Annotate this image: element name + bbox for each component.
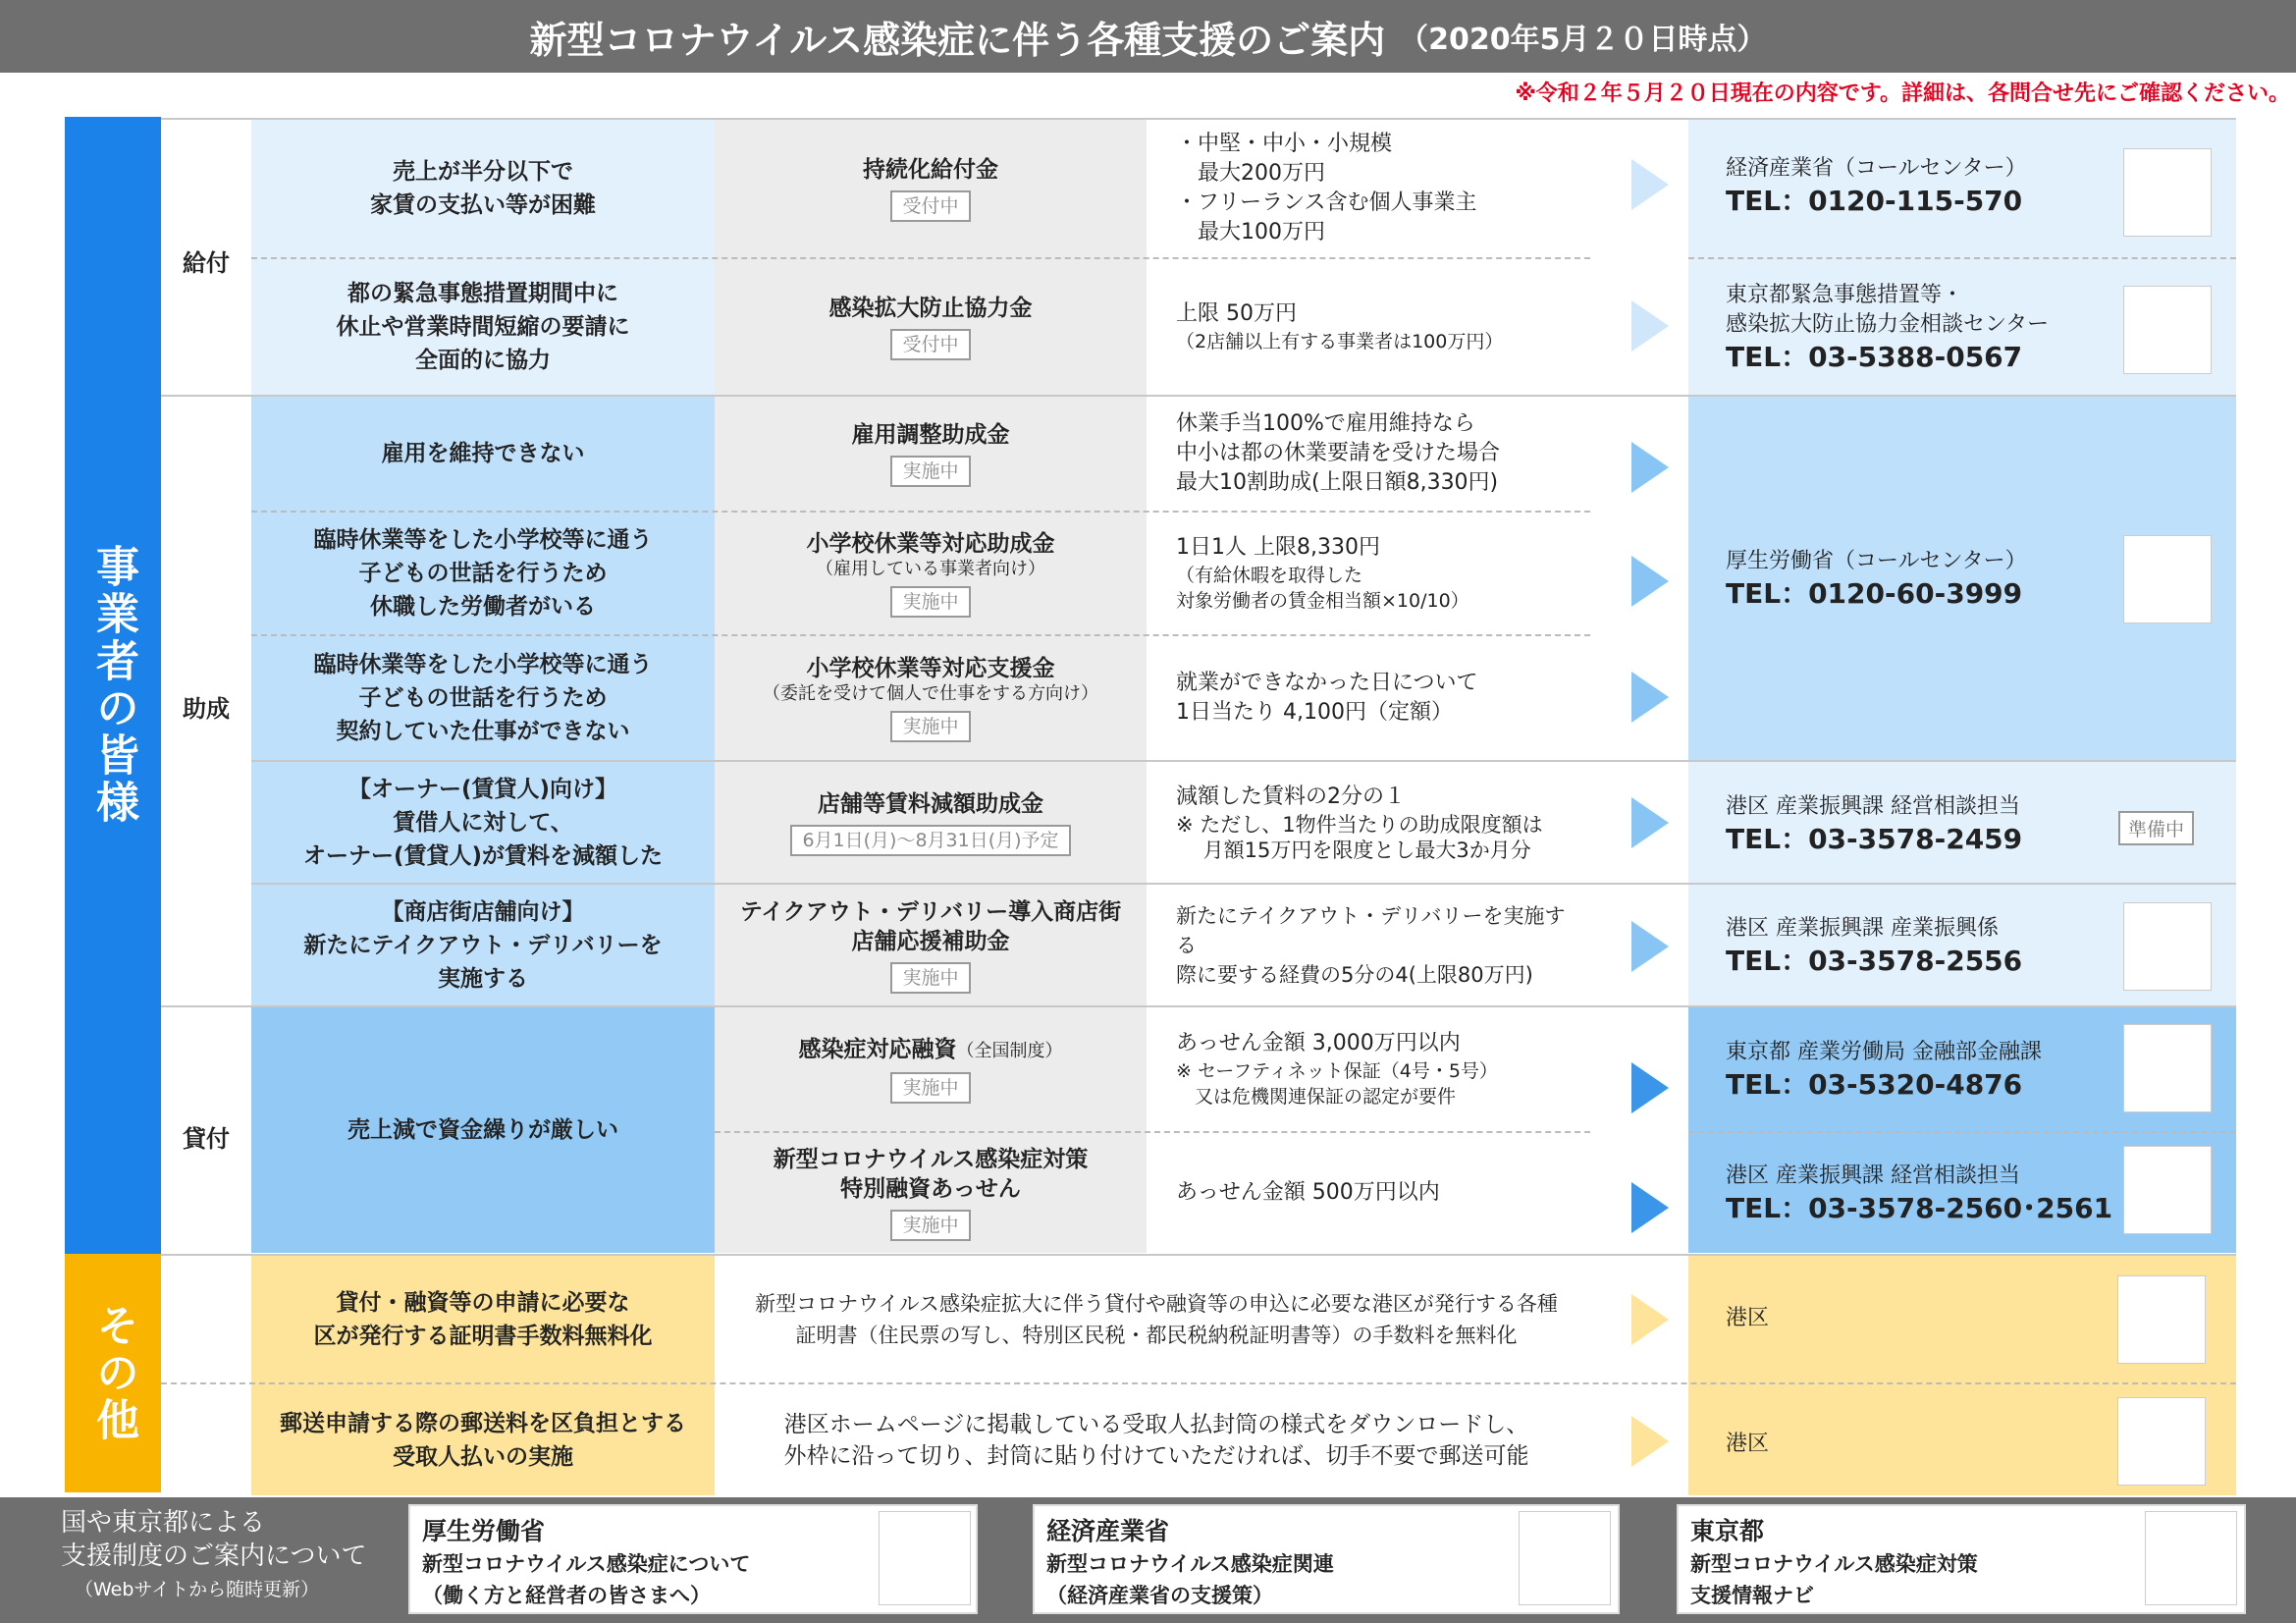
situation-cell: 売上減で資金繰りが厳しい	[347, 1117, 618, 1143]
arrow-right-icon	[1631, 556, 1669, 607]
phone-number: TEL：03-3578-2459	[1726, 823, 2023, 855]
program-cell	[715, 120, 1147, 257]
preparing-badge: 準備中	[2118, 811, 2194, 845]
detail-cell: 就業ができなかった日について 1日当たり 4,100円（定額）	[1176, 671, 1478, 725]
qr-code-icon[interactable]	[2124, 536, 2211, 622]
qr-code-icon[interactable]	[2124, 1025, 2211, 1111]
other-side-label: その他	[65, 1254, 161, 1492]
status-badge: 実施中	[890, 711, 970, 742]
program-name: テイクアウト・デリバリー導入商店街	[739, 898, 1122, 925]
detail-cell: あっせん金額 500万円以内	[1176, 1180, 1440, 1205]
phone-number: TEL：03-3578-2556	[1726, 945, 2023, 977]
detail-cell: 港区ホームページに掲載している受取人払封筒の様式をダウンロードし、 外枠に沿って切り、封筒に貼り付けていただければ、切手不要で郵送可能	[783, 1411, 1529, 1469]
arrow-right-icon	[1631, 1062, 1669, 1113]
phone-number: TEL：03-5388-0567	[1726, 341, 2023, 373]
contact-cell: 港区 産業振興課 経営相談担当 TEL：03-3578-2459	[1720, 785, 2112, 864]
contact-cell: 経済産業省（コールセンター） TEL：0120-115-570	[1720, 147, 2112, 226]
page-title: 新型コロナウイルス感染症に伴う各種支援のご案内	[529, 18, 1386, 62]
program-name-line2: 店舗応援補助金	[851, 928, 1010, 954]
header-bar	[0, 0, 2296, 73]
status-badge: 6月1日(月)～8月31日(月)予定	[790, 825, 1070, 856]
program-subtitle: （委託を受けて個人で仕事をする方向け）	[763, 683, 1098, 704]
situation-cell: 臨時休業等をした小学校等に通う 子どもの世話を行うため 契約していた仕事ができない	[313, 652, 653, 744]
program-subtitle: （全国制度）	[956, 1041, 1063, 1061]
category-subsidy: 助成	[183, 695, 230, 723]
footer-link-box[interactable]: 東京都 新型コロナウイルス感染症対策 支援情報ナビ	[1677, 1504, 2246, 1614]
program-subtitle: （雇用している事業者向け）	[816, 559, 1045, 579]
program-cell	[715, 259, 1147, 395]
qr-code-icon[interactable]	[2124, 287, 2211, 373]
situation-cell: 都の緊急事態措置期間中に 休止や営業時間短縮の要請に 全面的に協力	[336, 281, 630, 373]
program-cell	[715, 885, 1147, 1005]
contact-cell: 港区	[1726, 1432, 1770, 1456]
program-cell	[715, 1133, 1147, 1253]
category-column	[161, 117, 251, 1254]
detail-cell: 減額した賃料の2分の１ ※ ただし、1物件当たりの助成限度額は 月額15万円を限度とし最大3か月分	[1176, 784, 1543, 862]
notice-text: ※令和２年５月２０日現在の内容です。詳細は、各問合せ先にご確認ください。	[1515, 81, 2290, 106]
program-name: 感染症対応融資	[798, 1037, 957, 1062]
qr-code-icon[interactable]	[2118, 1398, 2205, 1485]
situation-cell: 臨時休業等をした小学校等に通う 子どもの世話を行うため 休職した労働者がいる	[313, 527, 653, 620]
contact-cell: 港区 産業振興課 産業振興係 TEL：03-3578-2556	[1720, 907, 2112, 986]
footer-link-box[interactable]: 厚生労働省 新型コロナウイルス感染症について （働く方と経営者の皆さまへ）	[408, 1504, 978, 1614]
arrow-right-icon	[1631, 921, 1669, 972]
detail-cell: 休業手当100%で雇用維持なら 中小は都の休業要請を受けた場合 最大10割助成(上限日額8,330円)	[1176, 411, 1501, 495]
arrow-right-icon	[1631, 1294, 1669, 1345]
qr-code-icon[interactable]	[2124, 1147, 2211, 1233]
qr-code-icon[interactable]	[2146, 1512, 2236, 1604]
status-badge: 実施中	[890, 962, 970, 994]
situation-cell: 郵送申請する際の郵送料を区負担とする 受取人払いの実施	[280, 1410, 686, 1470]
status-badge: 実施中	[890, 1072, 970, 1104]
phone-number: TEL：03-3578-2560･2561	[1726, 1192, 2113, 1224]
category-grant: 給付	[183, 249, 230, 277]
program-name: 感染拡大防止協力金	[828, 296, 1033, 321]
situation-cell: 雇用を維持できない	[381, 441, 585, 466]
program-cell	[715, 397, 1147, 511]
contact-cell: 厚生労働省（コールセンター） TEL：0120-60-3999	[1720, 540, 2112, 619]
business-side-label: 事業者の皆様	[65, 117, 161, 1254]
situation-cell: 【商店街店舗向け】 新たにテイクアウト・デリバリーを 実施する	[303, 898, 663, 992]
detail-cell: 新たにテイクアウト・デリバリーを実施する 際に要する経費の5分の4(上限80万円)	[1176, 903, 1566, 987]
program-cell	[715, 513, 1147, 634]
phone-number: TEL：03-5320-4876	[1726, 1068, 2023, 1101]
program-name: 店舗等賃料減額助成金	[818, 790, 1043, 817]
program-name: 雇用調整助成金	[851, 422, 1010, 448]
qr-code-icon[interactable]	[880, 1512, 970, 1604]
qr-code-icon[interactable]	[2124, 149, 2211, 236]
arrow-right-icon	[1631, 442, 1669, 493]
arrow-right-icon	[1631, 300, 1669, 352]
contact-cell: 港区 産業振興課 経営相談担当 TEL：03-3578-2560･2561	[1720, 1155, 2122, 1233]
program-cell	[715, 762, 1147, 883]
arrow-right-icon	[1631, 1182, 1669, 1233]
detail-cell: 新型コロナウイルス感染症拡大に伴う貸付や融資等の申込に必要な港区が発行する各種 証明書（住民票の写し、特別区民税・都民税納税証明書等）の手数料を無料化	[755, 1291, 1558, 1347]
category-loan: 貸付	[183, 1125, 230, 1153]
status-badge: 受付中	[890, 329, 970, 360]
qr-code-icon[interactable]	[1520, 1512, 1610, 1604]
program-name: 小学校休業等対応支援金	[806, 656, 1055, 681]
arrow-right-icon	[1631, 797, 1669, 848]
program-name: 新型コロナウイルス感染症対策	[773, 1147, 1089, 1172]
detail-cell: あっせん金額 3,000万円以内 ※ セーフティネット保証（4号・5号） 又は危機関連保証の認定が要件	[1176, 1031, 1498, 1108]
status-badge: 受付中	[890, 190, 970, 222]
situation-cell: 売上が半分以下で 家賃の支払い等が困難	[370, 159, 596, 218]
contact-cell: 港区	[1726, 1306, 1770, 1330]
contact-cell: 東京都緊急事態措置等・ 感染拡大防止協力金相談センター TEL：03-5388-0567	[1720, 277, 2112, 379]
status-badge: 実施中	[890, 1210, 970, 1241]
phone-number: TEL：0120-115-570	[1726, 185, 2023, 217]
detail-cell: 上限 50万円 （2店舗以上有する事業者は100万円）	[1176, 301, 1504, 352]
arrow-right-icon	[1631, 159, 1669, 210]
qr-code-icon[interactable]	[2118, 1276, 2205, 1363]
contact-cell: 東京都 産業労働局 金融部金融課 TEL：03-5320-4876	[1720, 1031, 2112, 1109]
phone-number: TEL：0120-60-3999	[1726, 577, 2023, 610]
arrow-right-icon	[1631, 1416, 1669, 1467]
page-title-date: （2020年5月２０日時点）	[1399, 23, 1767, 57]
detail-cell: 1日1人 上限8,330円 （有給休暇を取得した 対象労働者の賃金相当額×10/10）	[1176, 535, 1469, 612]
program-name-line2: 特別融資あっせん	[840, 1176, 1021, 1202]
program-name: 持続化給付金	[863, 157, 998, 183]
footer-lead: 国や東京都による 支援制度のご案内について （Webサイトから随時更新）	[61, 1508, 367, 1600]
situation-cell: 【オーナー(賃貸人)向け】 賃借人に対して、 オーナー(賃貸人)が賃料を減額した	[302, 776, 664, 869]
detail-cell: ・中堅・中小・小規模 最大200万円 ・フリーランス含む個人事業主 最大100万円	[1176, 132, 1477, 244]
status-badge: 実施中	[890, 586, 970, 618]
qr-code-icon[interactable]	[2124, 903, 2211, 990]
situation-cell: 貸付・融資等の申請に必要な 区が発行する証明書手数料無料化	[313, 1289, 653, 1349]
status-badge: 実施中	[890, 456, 970, 487]
program-cell	[715, 636, 1147, 760]
program-cell	[715, 1007, 1147, 1131]
program-name: 小学校休業等対応助成金	[806, 531, 1055, 557]
arrow-right-icon	[1631, 672, 1669, 723]
footer-link-box[interactable]: 経済産業省 新型コロナウイルス感染症関連 （経済産業省の支援策）	[1033, 1504, 1620, 1614]
